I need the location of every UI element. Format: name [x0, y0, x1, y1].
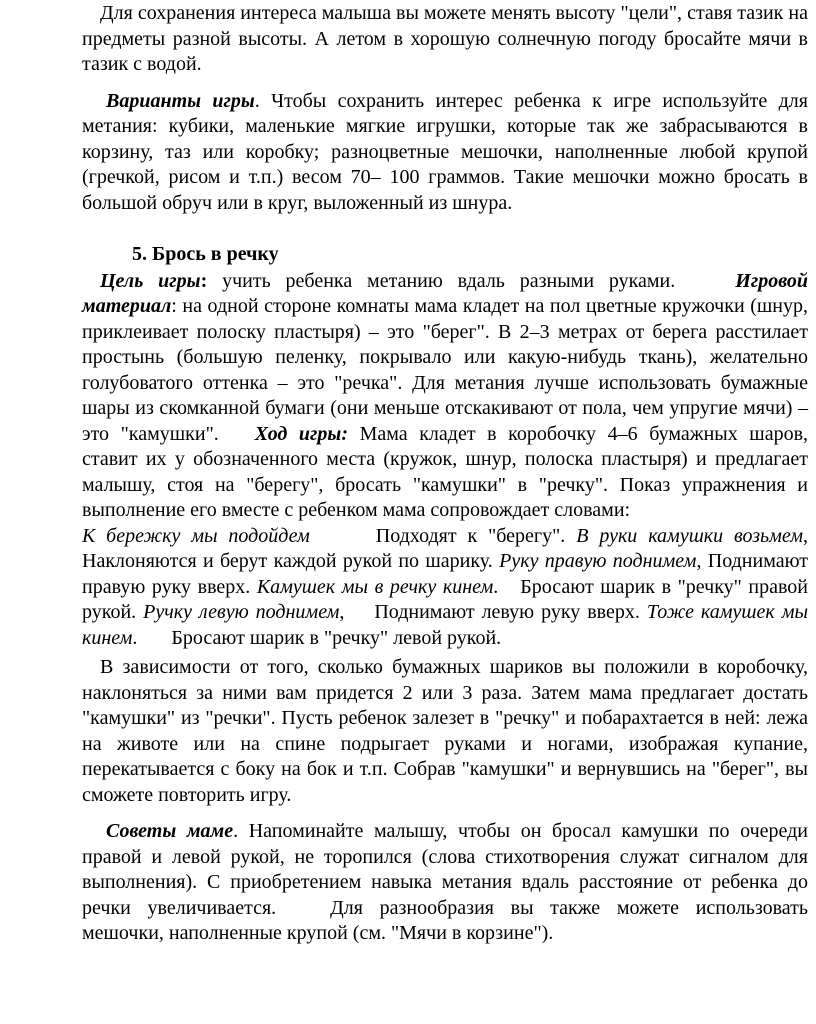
tips-text-1: . Напоминайте малышу, чтобы он бросал камушки по очереди правой и левой рукой, не торопился (слова стихотворения служат сигналом для выполнения). С приобретением навыка метания вдаль расстояние от ребенка до речки увеличивается. [82, 820, 809, 919]
poem-line-5: Ручку левую поднимем [143, 601, 340, 623]
variants-text: . Чтобы сохранить интерес ребенка к игре используйте для метания: кубики, маленькие мягкие игрушки, которые так же забрасываются в корзину, таз или коробку; разноцветные мешочки, наполненные любой крупой (гречкой, рисом и т.п.) весом 70– 100 граммов. Такие мешочки можно бросать в большой обруч или в круг, выложенный из шнура. [82, 89, 808, 214]
poem-block [82, 524, 808, 652]
poem-comma-5: , [339, 601, 345, 623]
goal-text: учить ребенка метанию вдаль разными руками. [207, 269, 676, 292]
paragraph-game-description [82, 269, 808, 524]
goal-label: Цель игры [100, 269, 201, 292]
poem-action-4: Бросают шарик в "речку" правой рукой. [82, 575, 808, 623]
course-label: Ход игры: [254, 422, 348, 445]
poem-comma-3: , [696, 550, 702, 572]
tips-label: Советы маме [106, 820, 234, 842]
tips-text-2: Для разнообразия вы также можете использовать мешочки, наполненные крупой (см. "Мячи в корзине"). [82, 896, 808, 944]
poem-line-4: Камушек мы в речку кинем [256, 575, 494, 598]
poem-action-3: Поднимают правую руку вверх. [82, 550, 809, 598]
material-label: Игровой материал [82, 269, 808, 317]
poem-line-2: В руки камушки возьмем [576, 524, 804, 547]
paragraph-variants [82, 89, 808, 217]
poem-action-2: Наклоняются и берут каждой рукой по шарику. [82, 550, 493, 572]
poem-dot-4: . [493, 575, 499, 598]
poem-action-5: Поднимают левую руку вверх. [374, 601, 640, 623]
poem-line-3: Руку правую поднимем [499, 550, 697, 572]
document-page [0, 1, 816, 1024]
poem-dot-6: . [132, 626, 138, 649]
goal-colon: : [200, 269, 208, 292]
paragraph-repeat: В зависимости от того, сколько бумажных шариков вы положили в коробочку, наклоняться за ними вам придется 2 или 3 раза. Затем мама предлагает достать "камушки" из "речки". Пусть ребенок залезет в "речку" и побарахтается в ней: лежа на животе или на спине подрыгает руками и ногами, изображая купание, перекатывается с боку на бок и т.п. Собрав "камушки" и вернувшись на "берег", вы сможете повторить игру. [82, 656, 808, 806]
section-heading: 5. Брось в речку [132, 243, 279, 265]
variants-label: Варианты игры [106, 89, 255, 112]
poem-line-6: Тоже камушек мы кинем [82, 601, 809, 649]
material-text: : на одной стороне комнаты мама кладет на пол цветные кружочки (шнур, приклеивает полоску пластыря) – это "берег". В 2–3 метрах от берега расстилает простынь (большую пеленку, покрывало или какую-нибудь ткань), желательно голубоватого оттенка – это "речка". Для метания лучше использовать бумажные шары из скомканной бумаги (они меньше отскакивают от пола, чем упругие мячи) – это "камушки". [82, 295, 808, 445]
course-text: Мама кладет в коробочку 4–6 бумажных шаров, ставит их у обозначенного места (кружок, шнур, полоска пластыря) и предлагает малышу, стоя на "берегу", бросать "камушки" в "речку". Показ упражнения и выполнение его вместе с ребенком мама сопровождает словами: [82, 422, 809, 521]
paragraph-tips [82, 819, 808, 947]
poem-comma-2: , [803, 524, 809, 547]
poem-line-1: К бережку мы подойдем [82, 524, 310, 547]
paragraph-interest: Для сохранения интереса малыша вы можете менять высоту "цели", ставя тазик на предметы разной высоты. А летом в хорошую солнечную погоду бросайте мячи в тазик с водой. [82, 2, 808, 75]
poem-action-1: Подходят к "берегу". [375, 524, 566, 547]
poem-action-6: Бросают шарик в "речку" левой рукой. [171, 626, 502, 649]
